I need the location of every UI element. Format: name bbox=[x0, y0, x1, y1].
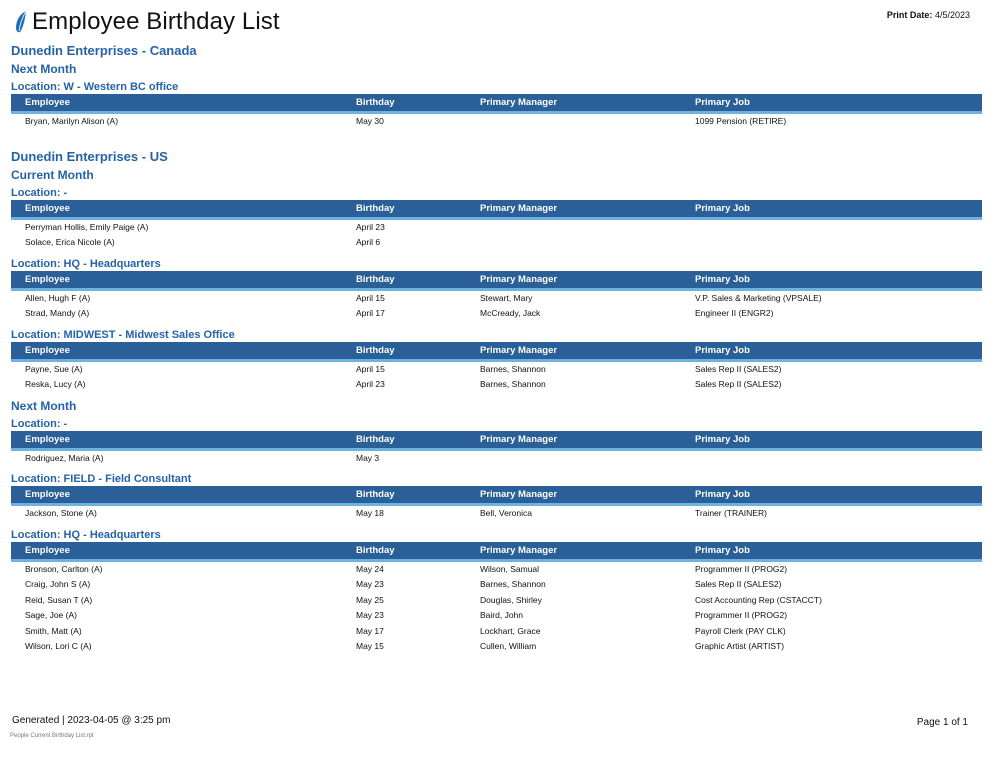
birthday-date: April 15 bbox=[356, 292, 385, 303]
table-row bbox=[11, 577, 982, 593]
row-gap bbox=[11, 655, 982, 659]
birthday-date: April 23 bbox=[356, 221, 385, 232]
table-header bbox=[11, 94, 982, 114]
location-name: Location: W - Western BC office bbox=[11, 81, 179, 93]
employee-name: Craig, John S (A) bbox=[25, 579, 91, 589]
primary-manager: Barnes, Shannon bbox=[480, 579, 546, 589]
location-name: Location: - bbox=[11, 186, 68, 199]
column-header-birthday: Birthday bbox=[356, 544, 395, 556]
location-name: Location: - bbox=[11, 417, 68, 430]
employee-name: Wilson, Lori C (A) bbox=[25, 641, 92, 651]
primary-manager bbox=[480, 451, 695, 467]
primary-manager: Barnes, Shannon bbox=[480, 379, 546, 389]
column-header-manager: Primary Manager bbox=[480, 433, 558, 445]
table-row bbox=[11, 639, 982, 655]
primary-manager: Baird, John bbox=[480, 610, 523, 620]
table-row bbox=[11, 624, 982, 640]
table-header bbox=[11, 200, 982, 220]
birthday-date: May 24 bbox=[356, 563, 384, 574]
primary-job: Programmer II (PROG2) bbox=[695, 563, 788, 574]
table-row bbox=[11, 235, 982, 251]
report-header bbox=[14, 8, 280, 36]
print-date-value: 4/5/2023 bbox=[934, 10, 970, 20]
table-row bbox=[11, 377, 982, 393]
employee-name: Rodriguez, Maria (A) bbox=[25, 452, 104, 463]
employee-name: Smith, Matt (A) bbox=[25, 625, 82, 636]
primary-job: Payroll Clerk (PAY CLK) bbox=[695, 625, 786, 636]
location-name: Location: MIDWEST - Midwest Sales Office bbox=[11, 328, 235, 341]
primary-job: Trainer (TRAINER) bbox=[695, 508, 767, 518]
primary-manager: Cullen, William bbox=[480, 641, 537, 651]
table-row bbox=[11, 291, 982, 307]
table-row bbox=[11, 593, 982, 609]
column-header-manager: Primary Manager bbox=[480, 344, 558, 356]
primary-manager bbox=[480, 220, 695, 236]
column-header-manager: Primary Manager bbox=[480, 273, 558, 285]
location-name: Location: HQ - Headquarters bbox=[11, 257, 161, 270]
print-date-label: Print Date: bbox=[886, 10, 933, 20]
birthday-date: May 18 bbox=[356, 508, 384, 518]
birthday-date: May 25 bbox=[356, 594, 384, 605]
primary-job: Programmer II (PROG2) bbox=[695, 610, 788, 620]
column-header-birthday: Birthday bbox=[356, 273, 395, 285]
page-number: Page 1 of 1 bbox=[916, 717, 968, 728]
column-header-employee: Employee bbox=[25, 344, 70, 356]
column-header-job: Primary Job bbox=[695, 433, 750, 445]
employee-name: Reid, Susan T (A) bbox=[25, 594, 93, 605]
birthday-date: April 15 bbox=[356, 363, 385, 374]
birthday-date: May 30 bbox=[356, 116, 384, 126]
birthday-date: April 17 bbox=[356, 308, 385, 318]
report-file-name: People Current Birthday List.rpt bbox=[10, 733, 94, 739]
employee-name: Sage, Joe (A) bbox=[25, 610, 77, 620]
table-row bbox=[11, 114, 982, 130]
table-header bbox=[11, 542, 982, 562]
report-title: Employee Birthday List bbox=[32, 8, 280, 35]
column-header-manager: Primary Manager bbox=[480, 97, 558, 108]
table-row bbox=[11, 220, 982, 236]
column-header-employee: Employee bbox=[25, 489, 70, 500]
primary-manager: Wilson, Samual bbox=[480, 563, 540, 574]
primary-job: Sales Rep II (SALES2) bbox=[695, 379, 782, 389]
primary-job: Sales Rep II (SALES2) bbox=[695, 363, 782, 374]
generated-timestamp: Generated | 2023-04-05 @ 3:25 pm bbox=[12, 715, 171, 726]
table-header bbox=[11, 342, 982, 362]
table-row bbox=[11, 451, 982, 467]
birthday-date: May 15 bbox=[356, 641, 384, 651]
table-header bbox=[11, 431, 982, 451]
column-header-job: Primary Job bbox=[695, 202, 750, 214]
row-gap bbox=[11, 322, 982, 326]
employee-name: Payne, Sue (A) bbox=[25, 363, 83, 374]
employee-name: Perryman Hollis, Emily Paige (A) bbox=[25, 221, 149, 232]
primary-job bbox=[695, 235, 982, 251]
birthday-date: May 23 bbox=[356, 579, 384, 589]
feather-icon bbox=[14, 10, 28, 34]
column-header-manager: Primary Manager bbox=[480, 489, 558, 500]
column-header-birthday: Birthday bbox=[356, 202, 395, 214]
birthday-date: April 23 bbox=[356, 379, 385, 389]
employee-name: Reska, Lucy (A) bbox=[25, 379, 86, 389]
column-header-employee: Employee bbox=[25, 97, 70, 108]
table-row bbox=[11, 506, 982, 522]
report-body bbox=[11, 42, 982, 659]
column-header-job: Primary Job bbox=[695, 97, 750, 108]
birthday-date: May 3 bbox=[356, 452, 380, 463]
location-name: Location: HQ - Headquarters bbox=[11, 528, 161, 541]
primary-manager: McCready, Jack bbox=[480, 308, 541, 318]
period-name: Next Month bbox=[11, 398, 77, 413]
primary-manager: Lockhart, Grace bbox=[480, 625, 541, 636]
row-gap bbox=[11, 522, 982, 526]
column-header-birthday: Birthday bbox=[356, 97, 395, 108]
primary-job: 1099 Pension (RETIRE) bbox=[695, 116, 787, 126]
primary-manager: Bell, Veronica bbox=[480, 508, 532, 518]
column-header-job: Primary Job bbox=[695, 273, 750, 285]
employee-name: Jackson, Stone (A) bbox=[25, 508, 97, 518]
column-header-manager: Primary Manager bbox=[480, 544, 558, 556]
birthday-date: May 23 bbox=[356, 610, 384, 620]
period-name: Next Month bbox=[11, 62, 77, 76]
primary-job bbox=[695, 451, 982, 467]
column-header-job: Primary Job bbox=[695, 544, 750, 556]
company-name: Dunedin Enterprises - US bbox=[11, 148, 168, 164]
print-date bbox=[887, 10, 970, 20]
employee-name: Bryan, Marilyn Alison (A) bbox=[25, 116, 119, 126]
column-header-employee: Employee bbox=[25, 273, 70, 285]
location-name: Location: FIELD - Field Consultant bbox=[11, 473, 192, 485]
employee-name: Solace, Erica Nicole (A) bbox=[25, 237, 115, 247]
column-header-birthday: Birthday bbox=[356, 489, 395, 500]
column-header-manager: Primary Manager bbox=[480, 202, 558, 214]
primary-job: Sales Rep II (SALES2) bbox=[695, 579, 782, 589]
period-name: Current Month bbox=[11, 167, 94, 182]
table-header bbox=[11, 486, 982, 506]
table-header bbox=[11, 271, 982, 291]
primary-job bbox=[695, 220, 982, 236]
section-gap bbox=[11, 134, 982, 148]
row-gap bbox=[11, 251, 982, 255]
primary-job: Graphic Artist (ARTIST) bbox=[695, 641, 785, 651]
primary-manager: Barnes, Shannon bbox=[480, 363, 546, 374]
primary-manager: Douglas, Shirley bbox=[480, 594, 542, 605]
employee-name: Bronson, Carlton (A) bbox=[25, 563, 103, 574]
table-row bbox=[11, 608, 982, 624]
column-header-employee: Employee bbox=[25, 433, 70, 445]
primary-job: Cost Accounting Rep (CSTACCT) bbox=[695, 594, 822, 605]
column-header-employee: Employee bbox=[25, 202, 70, 214]
table-row bbox=[11, 362, 982, 378]
primary-manager: Stewart, Mary bbox=[480, 292, 533, 303]
column-header-birthday: Birthday bbox=[356, 433, 395, 445]
column-header-job: Primary Job bbox=[695, 344, 750, 356]
column-header-birthday: Birthday bbox=[356, 344, 395, 356]
employee-name: Allen, Hugh F (A) bbox=[25, 292, 91, 303]
birthday-date: April 6 bbox=[356, 237, 381, 247]
primary-manager bbox=[480, 114, 695, 130]
row-gap bbox=[11, 466, 982, 470]
employee-name: Strad, Mandy (A) bbox=[25, 308, 90, 318]
column-header-employee: Employee bbox=[25, 544, 70, 556]
primary-job: V.P. Sales & Marketing (VPSALE) bbox=[695, 292, 822, 303]
birthday-date: May 17 bbox=[356, 625, 384, 636]
company-name: Dunedin Enterprises - Canada bbox=[11, 43, 197, 58]
table-row bbox=[11, 306, 982, 322]
table-row bbox=[11, 562, 982, 578]
column-header-job: Primary Job bbox=[695, 489, 750, 500]
primary-job: Engineer II (ENGR2) bbox=[695, 308, 774, 318]
primary-manager bbox=[480, 235, 695, 251]
